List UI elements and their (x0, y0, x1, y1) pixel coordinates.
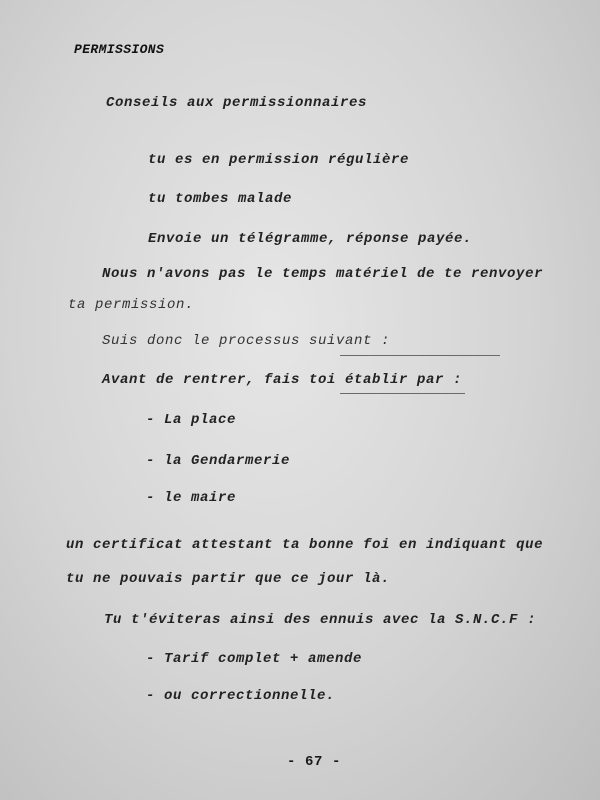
page-number: - 67 - (287, 754, 342, 770)
text-line-6: Suis donc le processus suivant : (102, 333, 391, 349)
pencil-underline-2 (340, 393, 465, 394)
text-line-3: Envoie un télégramme, réponse payée. (148, 231, 473, 247)
text-line-13: Tu t'éviteras ainsi des ennuis avec la S.N.C.F : (104, 612, 537, 628)
text-line-11: un certificat attestant ta bonne foi en indiquant que (66, 537, 544, 553)
list-item-gendarmerie: - la Gendarmerie (146, 453, 291, 469)
text-line-5: ta permission. (68, 297, 195, 313)
text-line-4: Nous n'avons pas le temps matériel de te renvoyer (102, 266, 544, 282)
list-item-tarif: - Tarif complet + amende (146, 651, 363, 667)
list-item-maire: - le maire (146, 490, 237, 506)
text-line-2: tu tombes malade (148, 191, 293, 207)
page-heading: PERMISSIONS (74, 42, 165, 57)
pencil-underline (340, 355, 500, 356)
text-line-7: Avant de rentrer, fais toi établir par : (102, 372, 463, 388)
text-line-12: tu ne pouvais partir que ce jour là. (66, 571, 391, 587)
section-subtitle: Conseils aux permissionnaires (106, 95, 368, 111)
text-line-1: tu es en permission régulière (148, 152, 410, 168)
list-item-place: - La place (146, 412, 237, 428)
list-item-correctionnelle: - ou correctionnelle. (146, 688, 336, 704)
